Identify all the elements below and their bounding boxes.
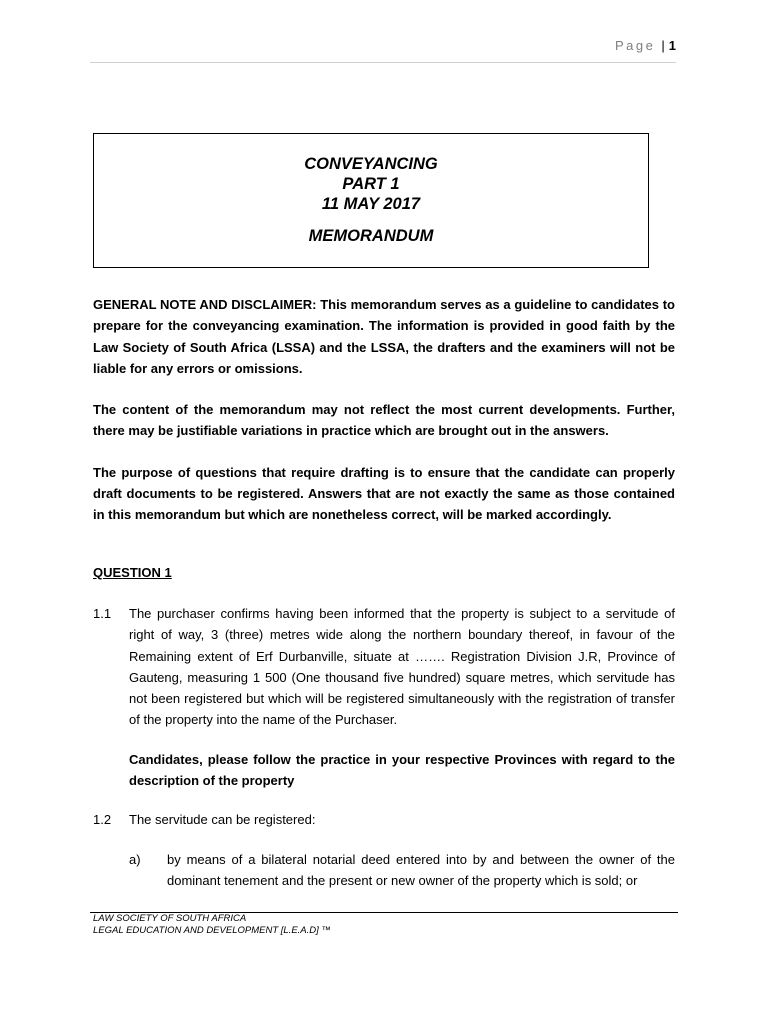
page-header [90,38,676,53]
drafting-purpose-paragraph: The purpose of questions that require drafting is to ensure that the candidate can properly draft documents to be registered. Answers that are not exactly the same as those contained in this memorandum but which are nonetheless correct, will be marked accordingly. [93,464,675,523]
question-heading: QUESTION 1 [93,564,172,580]
subitem-text: by means of a bilateral notarial deed entered into by and between the owner of the dominant tenement and the present or new owner of the property which is sold; or [167,851,675,888]
subitem-label: a) [129,851,141,867]
footer-organisation: LAW SOCIETY OF SOUTH AFRICA [93,913,247,924]
title-box [93,133,649,268]
disclaimer-paragraph: GENERAL NOTE AND DISCLAIMER: This memorandum serves as a guideline to candidates to prepare for the conveyancing examination. The information is provided in good faith by the Law Society of South Africa (LSSA) and the LSSA, the drafters and the examiners will not be liable for any errors or omissions. [93,297,675,376]
item-1-1-note: Candidates, please follow the practice in your respective Provinces with regard to the description of the property [129,751,675,789]
subitem-a [93,849,675,892]
header-divider [90,62,676,63]
title-part: PART 1 [342,175,400,193]
title-spacer [94,214,648,226]
item-text: The purchaser confirms having been informed that the property is subject to a servitude of right of way, 3 (three) metres wide along the northern boundary thereof, in favour of the Remaining extent of Erf Durbanville, situate at ……. Registration Division J.R, Province of Gauteng, measuring 1 500 (One thousand five hundred) square metres, which servitude has not been registered but which will be registered simultaneously with the registration of transfer of the property into the name of the Purchaser. [129,605,675,728]
page-label: Page [615,38,656,53]
item-text: The servitude can be registered: [129,812,316,828]
item-1-1 [93,603,675,731]
title-subject: CONVEYANCING [304,155,438,173]
content-note-paragraph: The content of the memorandum may not reflect the most current developments. Further, there may be justifiable variations in practice which are brought out in the answers. [93,402,675,439]
title-date: 11 MAY 2017 [321,195,421,213]
footer [93,913,331,936]
page-number: 1 [668,38,676,53]
title-memorandum: MEMORANDUM [308,227,434,245]
item-number: 1.1 [93,605,112,621]
footer-department: LEGAL EDUCATION AND DEVELOPMENT [L.E.A.D] ™ [93,924,331,936]
item-number: 1.2 [93,812,112,828]
item-1-2 [93,809,675,830]
document-body [93,294,675,891]
page-separator: | [661,38,665,53]
